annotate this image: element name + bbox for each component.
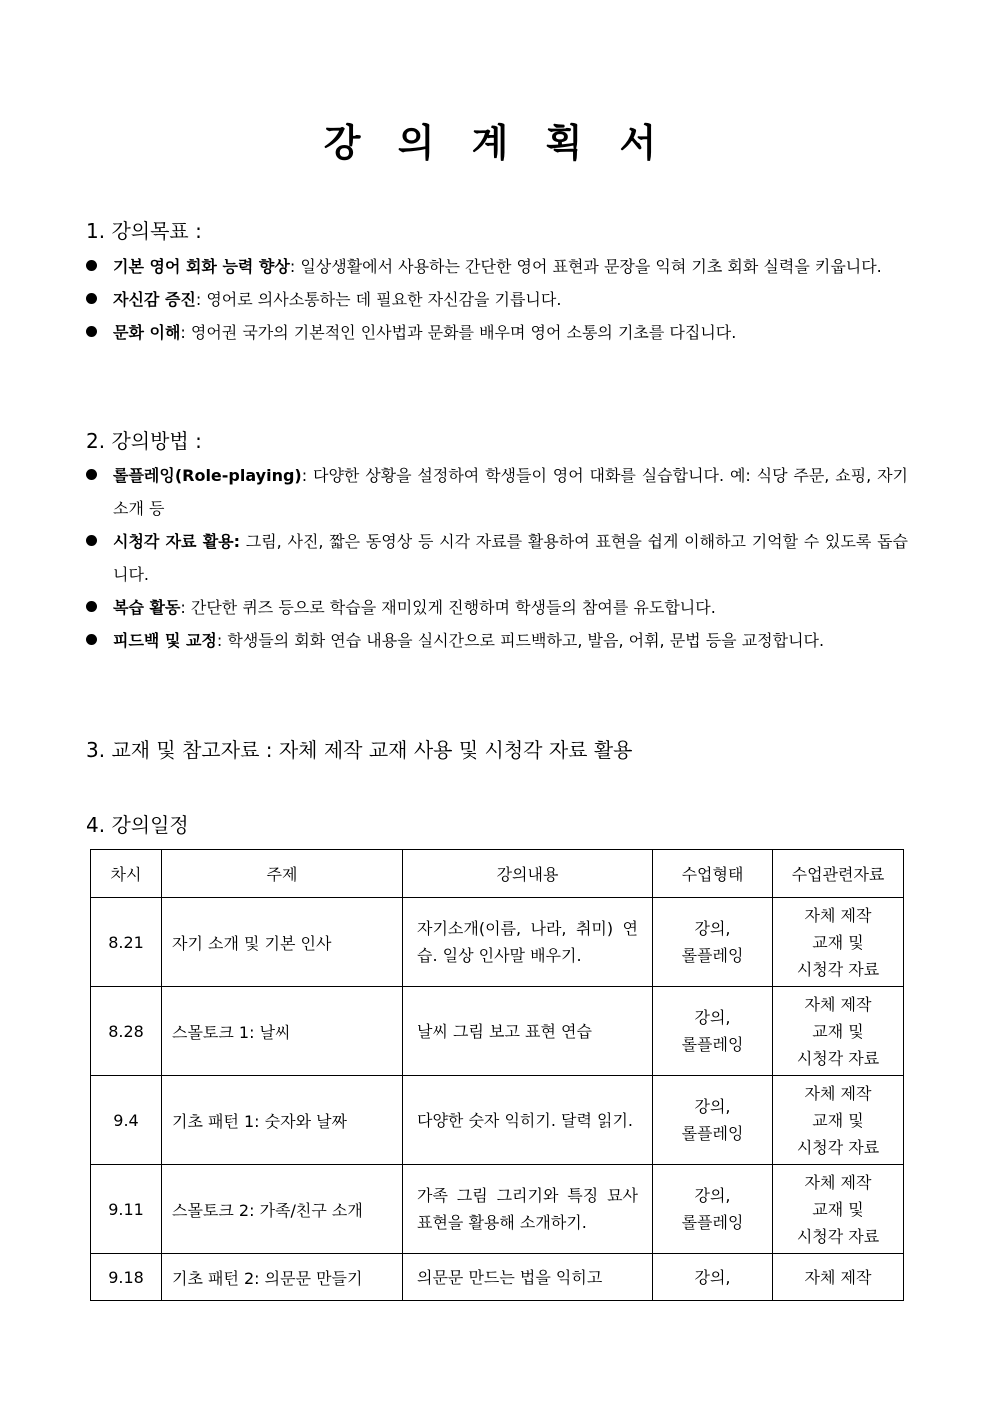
- content-cell: 자기소개(이름, 나라, 취미) 연습. 일상 인사말 배우기.: [403, 898, 653, 987]
- materials-line: 자체 제작: [804, 1267, 872, 1287]
- item-text: : 영어권 국가의 기본적인 인사법과 문화를 배우며 영어 소통의 기초를 다집니다.: [180, 323, 737, 342]
- schedule-heading: 4. 강의일정: [86, 813, 189, 837]
- item-text: : 학생들의 회화 연습 내용을 실시간으로 피드백하고, 발음, 어휘, 문법 등을 교정합니다.: [216, 631, 825, 650]
- materials-line: 자체 제작: [804, 1083, 872, 1103]
- materials-line: 시청각 자료: [796, 959, 880, 979]
- materials-cell: [773, 1165, 904, 1254]
- format-line: 롤플레잉: [681, 1035, 744, 1054]
- item-keyword: 기본 영어 회화 능력 향상: [113, 257, 290, 276]
- content-cell: 날씨 그림 보고 표현 연습: [403, 987, 653, 1076]
- list-item: [86, 525, 908, 591]
- format-line: 강의,: [694, 919, 731, 938]
- list-item: [86, 283, 908, 316]
- materials-line: 교재 및: [812, 1021, 864, 1041]
- bullet-icon: [86, 293, 97, 304]
- format-cell: [653, 987, 773, 1076]
- list-item: [86, 316, 908, 349]
- format-line: 강의,: [694, 1008, 731, 1027]
- materials-line: 시청각 자료: [796, 1048, 880, 1068]
- list-item: [86, 250, 908, 283]
- session-cell: 8.28: [91, 987, 162, 1076]
- table-row: [91, 898, 904, 987]
- materials-line: 교재 및: [812, 1199, 864, 1219]
- topic-cell: 기초 패턴 2: 의문문 만들기: [162, 1254, 403, 1301]
- table-row: [91, 1076, 904, 1165]
- document-title: 강 의 계 획 서: [323, 121, 669, 165]
- list-item: [86, 459, 908, 525]
- column-header: 수업형태: [653, 850, 773, 898]
- materials-cell: [773, 987, 904, 1076]
- format-line: 롤플레잉: [681, 946, 744, 965]
- bullet-icon: [86, 634, 97, 645]
- item-text: 그림, 사진, 짧은 동영상 등 시각 자료를 활용하여 표현을 쉽게 이해하고 기억할 수 있도록 돕습니다.: [113, 532, 909, 584]
- item-text: : 일상생활에서 사용하는 간단한 영어 표현과 문장을 익혀 기초 회화 실력을 키웁니다.: [289, 257, 882, 276]
- materials-cell: [773, 1254, 904, 1301]
- format-line: 강의,: [694, 1097, 731, 1116]
- materials-line: 자체 제작: [804, 994, 872, 1014]
- item-keyword: 피드백 및 교정: [113, 631, 217, 650]
- content-cell: 가족 그림 그리기와 특징 묘사 표현을 활용해 소개하기.: [403, 1165, 653, 1254]
- list-item: [86, 624, 908, 657]
- session-cell: 8.21: [91, 898, 162, 987]
- methods-list: [86, 459, 908, 657]
- content-cell: 다양한 숫자 익히기. 달력 읽기.: [403, 1076, 653, 1165]
- format-cell: [653, 1165, 773, 1254]
- materials-line: 교재 및: [812, 1110, 864, 1130]
- column-header: 주제: [162, 850, 403, 898]
- bullet-icon: [86, 260, 97, 271]
- item-text: : 영어로 의사소통하는 데 필요한 자신감을 기릅니다.: [195, 290, 562, 309]
- column-header: 수업관련자료: [773, 850, 904, 898]
- topic-cell: 스몰토크 2: 가족/친구 소개: [162, 1165, 403, 1254]
- materials-line: 교재 및: [812, 932, 864, 952]
- materials-cell: [773, 898, 904, 987]
- topic-cell: 자기 소개 및 기본 인사: [162, 898, 403, 987]
- content-cell: 의문문 만드는 법을 익히고: [403, 1254, 653, 1301]
- materials-line: 자체 제작: [804, 905, 872, 925]
- bullet-icon: [86, 469, 97, 480]
- list-item: [86, 591, 908, 624]
- session-cell: 9.18: [91, 1254, 162, 1301]
- table-row: [91, 1254, 904, 1301]
- session-cell: 9.4: [91, 1076, 162, 1165]
- bullet-icon: [86, 601, 97, 612]
- bullet-icon: [86, 326, 97, 337]
- item-text: : 간단한 퀴즈 등으로 학습을 재미있게 진행하며 학생들의 참여를 유도합니다.: [180, 598, 716, 617]
- goals-heading: 1. 강의목표 :: [86, 219, 202, 243]
- item-keyword: 롤플레잉(Role-playing): [113, 466, 302, 485]
- materials-line: 시청각 자료: [796, 1226, 880, 1246]
- goals-list: [86, 250, 908, 349]
- topic-cell: 스몰토크 1: 날씨: [162, 987, 403, 1076]
- session-cell: 9.11: [91, 1165, 162, 1254]
- item-text: : 다양한 상황을 설정하여 학생들이 영어 대화를 실습합니다. 예: 식당 주문, 쇼핑, 자기소개 등: [113, 466, 908, 518]
- schedule-table: [90, 849, 904, 1301]
- format-cell: [653, 1254, 773, 1301]
- materials-line: 시청각 자료: [796, 1137, 880, 1157]
- format-line: 롤플레잉: [681, 1213, 744, 1232]
- item-keyword: 시청각 자료 활용:: [113, 532, 241, 551]
- materials-heading: 3. 교재 및 참고자료 : 자체 제작 교재 사용 및 시청각 자료 활용: [86, 738, 633, 762]
- methods-heading: 2. 강의방법 :: [86, 429, 202, 453]
- bullet-icon: [86, 535, 97, 546]
- format-line: 롤플레잉: [681, 1124, 744, 1143]
- table-header-row: [91, 850, 904, 898]
- table-row: [91, 1165, 904, 1254]
- format-cell: [653, 1076, 773, 1165]
- topic-cell: 기초 패턴 1: 숫자와 날짜: [162, 1076, 403, 1165]
- item-keyword: 복습 활동: [113, 598, 181, 617]
- table-row: [91, 987, 904, 1076]
- format-line: 강의,: [694, 1267, 731, 1287]
- item-keyword: 자신감 증진: [113, 290, 196, 309]
- format-cell: [653, 898, 773, 987]
- materials-line: 자체 제작: [804, 1172, 872, 1192]
- format-line: 강의,: [694, 1186, 731, 1205]
- item-keyword: 문화 이해: [113, 323, 181, 342]
- column-header: 강의내용: [403, 850, 653, 898]
- materials-cell: [773, 1076, 904, 1165]
- column-header: 차시: [91, 850, 162, 898]
